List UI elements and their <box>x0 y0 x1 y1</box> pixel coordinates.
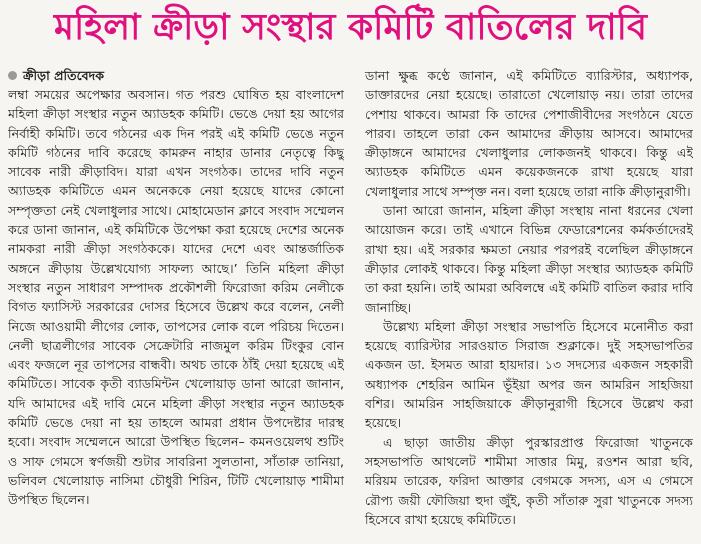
byline <box>8 66 344 85</box>
byline-text: ক্রীড়া প্রতিবেদক <box>23 67 105 83</box>
bullet-icon <box>8 71 17 80</box>
right-paragraph: ডানা ক্ষুব্ধ কণ্ঠে জানান, এই কমিটিতে ব্যারিস্টার, অধ্যাপক, ডাক্তারদের নেয়া হয়েছে। তারাতো খেলোয়াড় নয়। তারা তাদের পেশায় থাকবে। আমরা কি তাদের পেশাজীবীদের সংগঠনে যেতে পারব। তাহলে তারা কেন আমাদের ক্রীড়ায় আসবে। আমাদের ক্রীড়াঙ্গনে আমাদের খেলাধুলার লোকজনই থাকবে। কিন্তু এই অ্যাডহক কমিটিতে এমন কয়েকজনকে রাখা হয়েছে যারা খেলাধুলার সাথে সম্পৃক্ত নন। বলা হয়েছে তারা নাকি ক্রীড়ানুরাগী। <box>365 68 693 199</box>
right-paragraph: ডানা আরো জানান, মহিলা ক্রীড়া সংস্থায় নানা ধরনের খেলা আয়োজন করে। তাই এখানে বিভিন্ন ফেডারেশনের কর্মকর্তাদেরই রাখা হয়। এই সরকার ক্ষমতা নেয়ার পরপরই বলেছিল ক্রীড়াঙ্গনে ক্রীড়ার লোকই থাকবে। কিন্তু মহিলা ক্রীড়া সংস্থার অ্যাডহক কমিটি তা করা হয়নি। তাই আমরা অবিলম্বে এই কমিটি বাতিল করার দাবি জানাচ্ছি। <box>365 203 693 315</box>
left-column <box>8 66 344 540</box>
right-paragraph: উল্লেখ্য মহিলা ক্রীড়া সংস্থার সভাপতি হিসেবে মনোনীত করা হয়েছে ব্যারিস্টার সারওয়াত সিরাজ শুক্লাকে। দুই সহসভাপতির একজন ডা. ইসমত আরা হায়দার। ১৩ সদস্যের একজন সহকারী অধ্যাপক শেহরিন আমিন ভূঁইয়া অপর জন আমরিন সাহজিয়া বশির। আমরিন সাহজিয়াকে ক্রীড়ানুরাগী হিসেবে উল্লেখ করা হয়েছে। <box>365 318 693 431</box>
article-body <box>8 66 693 540</box>
headline: মহিলা ক্রীড়া সংস্থার কমিটি বাতিলের দাবি <box>54 7 647 48</box>
right-paragraph: এ ছাড়া জাতীয় ক্রীড়া পুরস্কারপ্রাপ্ত ফিরোজা খাতুনকে সহসভাপতি আথলেট শামীমা সাত্তার মিমু, রওশন আরা ছবি, মরিয়ম তারেক, ফরিদা আক্তার বেগমকে সদস্য, এস এ গেমসে রৌপ্য জয়ী ফৌজিয়া হুদা জুঁই, কৃতী সাঁতারু সুরা খাতুনকে সদস্য হিসেবে রাখা হয়েছে কমিটিতে। <box>365 434 693 527</box>
left-paragraph: লম্বা সময়ের অপেক্ষার অবসান। গত পরশু ঘোষিত হয় বাংলাদেশ মহিলা ক্রীড়া সংস্থার নতুন অ্যাডহক কমিটি। ভেঙে দেয়া হয় আগের নির্বাহী কমিটি। তবে গঠনের এক দিন পরই এই কমিটি ভেঙে নতুন কমিটি গঠনের দাবি করেছে কামরুন নাহার ডানার নেতৃত্বে কিছু সাবেক নারী ক্রীড়াবিদ। যারা এখন সংগঠক। তাদের দাবি নতুন অ্যাডহক কমিটিতে এমন অনেককে নেয়া হয়েছে যাদের কোনো সম্পৃক্ততা নেই খেলাধুলার সাথে। মোহামেডান ক্লাবে সংবাদ সম্মেলন করে ডানা জানান, এই কমিটিকে উপেক্ষা করা হয়েছে দেশের অনেক নামকরা নারী ক্রীড়া সংগঠককে। যাদের দেশে এবং আন্তর্জাতিক অঙ্গনে ক্রীড়ায় উল্লেখযোগ্য সাফল্য আছে।’ তিনি মহিলা ক্রীড়া সংস্থার নতুন সাধারণ সম্পাদক প্রকৌশলী ফিরোজা করিম নেলীকে বিগত ফ্যাসিস্ট সরকারের দোসর হিসেবে উল্লেখ করে বলেন, নেলী নিজে আওয়ামী লীগের লোক, তাপসের লোক বলে পরিচয় দিতেন। নেলী ছাত্রলীগের সাবেক সেক্রেটারি নাজমুল করিম টিংকুর বোন এবং ফজলে নূর তাপসের বান্ধবী। অথচ তাকে ঠাঁই দেয়া হয়েছে এই কমিটিতে। সাবেক কৃতী ব্যাডমিন্টন খেলোয়াড় ডানা আরো জানান, যদি আমাদের এই দাবি মেনে মহিলা ক্রীড়া সংস্থার নতুন অ্যাডহক কমিটি ভেঙে দেয়া না হয় তাহলে আমরা প্রধান উপদেষ্টার দারস্থ হবো। সংবাদ সম্মেলনে আরো উপস্থিত ছিলেন– কমনওয়েলথ শুটিং ও সাফ গেমসে স্বর্ণজয়ী শুটার সাবরিনা সুলতানা, সাঁতারু তানিয়া, ভলিবল খেলোয়াড় নাসিমা চৌধুরী শিরিন, টিটি খেলোয়াড় শামীমা উপস্থিত ছিলেন। <box>8 87 344 508</box>
right-column <box>357 66 693 540</box>
